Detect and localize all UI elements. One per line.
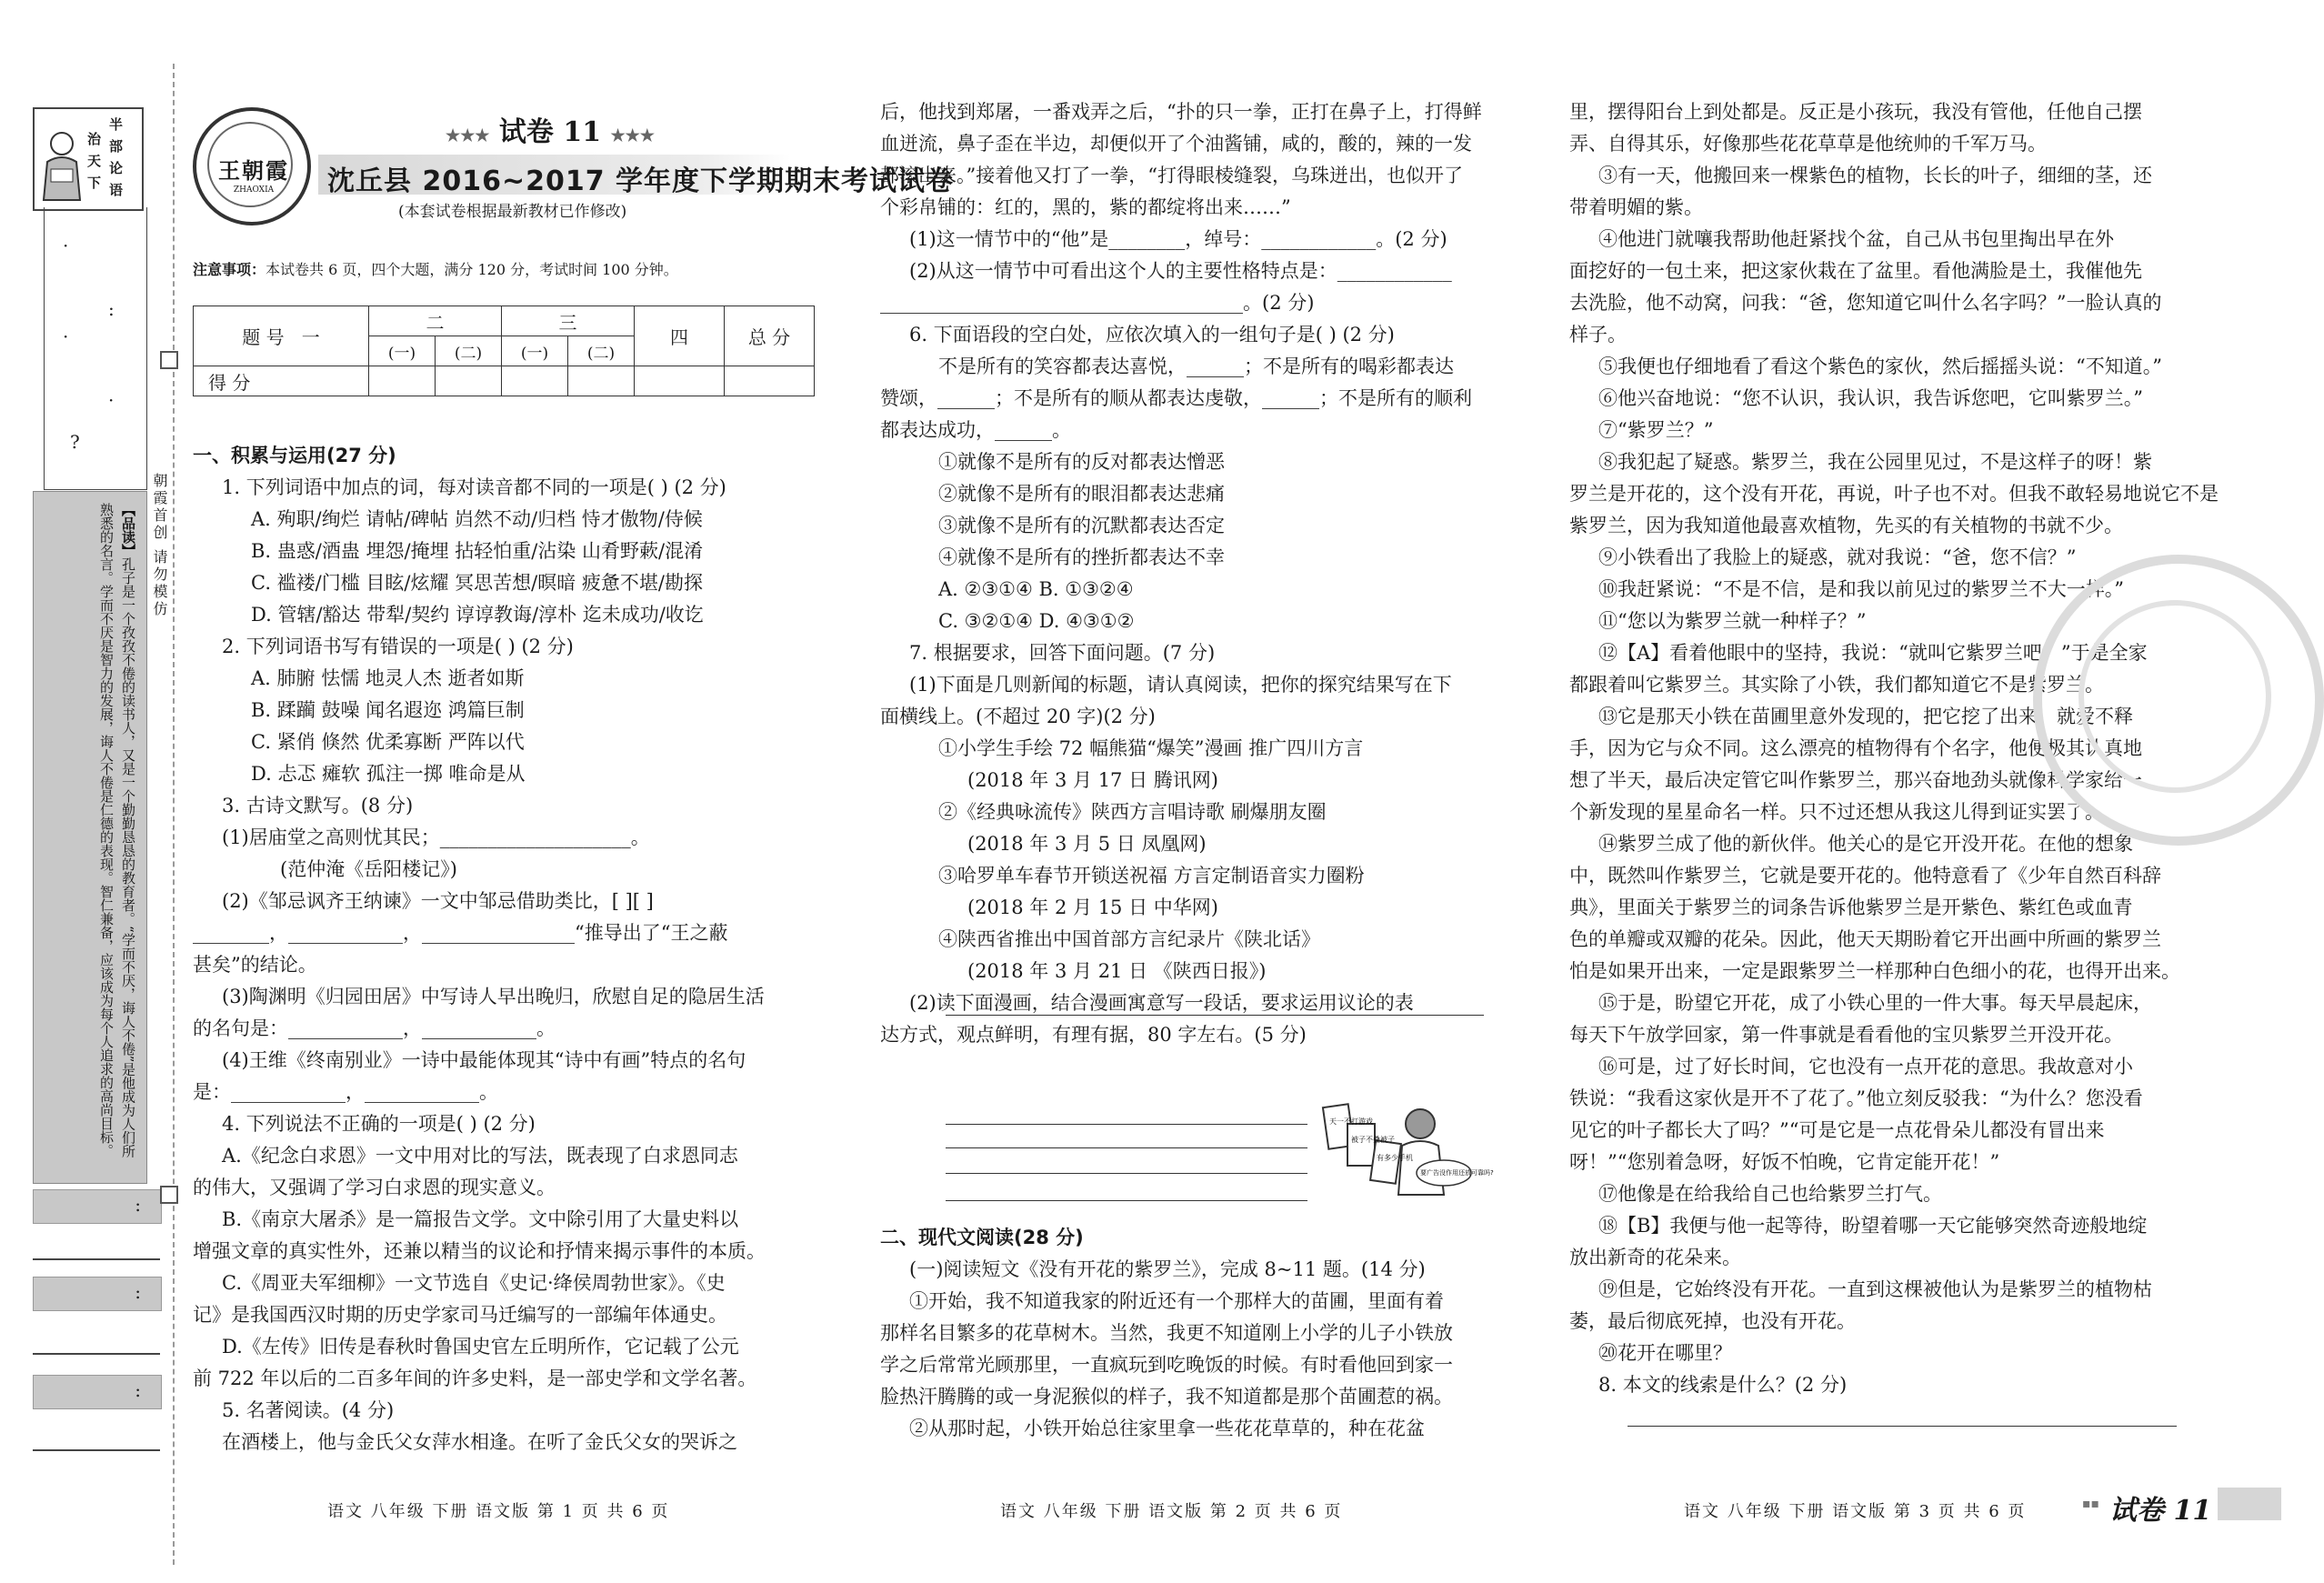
text-line: (范仲淹《岳阳楼记》) [280,858,457,880]
pindu-panel [33,491,147,1184]
text-line: 见它的叶子都长大了吗？”“可是它是一点花骨朵儿都没有冒出来 [1569,1119,2105,1141]
text-line: 每天下午放学回家，第一件事就是看看他的宝贝紫罗兰开没开花。 [1569,1024,2123,1046]
watermark-seal [2033,555,2324,846]
text-line: 带着明媚的紫。 [1569,196,1703,218]
text-line: ④他进门就嚷我帮助他赶紧找个盆，自己从书包里掏出早在外 [1598,228,2114,250]
text-line: ①就像不是所有的反对都表达憎恶 [938,451,1225,473]
tihao-label: 题 号 [242,326,285,348]
answer-line[interactable] [946,1147,1307,1148]
text-line: (2)读下面漫画，结合漫画寓意写一段话，要求运用议论的表 [909,992,1414,1014]
text-line: ⑩我赶紧说：“不是不信，是和我以前见过的紫罗兰不大一样。” [1598,578,2124,600]
cell-defen: 得 分 [194,366,369,396]
text-line: ⑲但是，它始终没有开花。一直到这棵被他认为是紫罗兰的植物枯 [1598,1278,2152,1300]
exam-title: 沈丘县 2016~2017 学年度下学期期末考试试卷 [327,165,955,197]
answer-line[interactable] [946,1124,1307,1125]
motto-box [33,107,144,211]
cartoon-bubble: 要广告没作用还放可靠吗? [1420,1169,1494,1177]
score-input[interactable] [725,366,815,396]
badge-text: 试卷 11 [2109,1495,2212,1527]
field-line [33,1449,160,1451]
binding-dot: : [108,298,115,320]
paper-number [446,109,655,149]
class-field[interactable] [33,1277,162,1311]
name-field[interactable] [33,1189,162,1224]
footer-page-2: 语文 八年级 下册 语文版 第 2 页 共 6 页 [1000,1502,1343,1521]
text-line: ⑪“您以为紫罗兰就一种样子？” [1598,610,1867,632]
text-line: 增强文章的真实性外，还兼以精当的议论和抒情来揭示事件的本质。 [193,1240,766,1262]
text-line: 那样名目繁多的花草树木。当然，我更不知道刚上小学的儿子小铁放 [880,1322,1453,1344]
field-line [33,1353,160,1355]
score-input[interactable] [635,366,725,396]
text-line: ________，____________，________________“推导出了“王之蔽 [193,922,728,944]
text-line: 个彩帛铺的：红的，黑的，紫的都绽将出来……” [880,196,1291,218]
motto-char-7: 下 [87,175,102,191]
paper-no-text: 试卷 11 [498,116,602,148]
text-line: 面横线上。(不超过 20 字)(2 分) [880,706,1156,727]
text-line: A. ②③①④ B. ①③②④ [938,578,1134,600]
text-line: 放出新奇的花朵来。 [1569,1247,1741,1268]
text-line: A. 肺腑 怯懦 地灵人杰 逝者如斯 [251,667,525,689]
text-line: 都跟着叫它紫罗兰。其实除了小铁，我们都知道它不是紫罗兰。 [1569,674,2104,696]
text-line: (2018 年 2 月 15 日 中华网) [967,897,1218,918]
text-line: ④就像不是所有的挫折都表达不幸 [938,546,1225,568]
motto-char-6: 天 [87,153,102,169]
cell-sub: (一) [369,336,436,366]
binding-box [44,207,147,490]
binding-dot: · [63,326,69,347]
text-line: ③哈罗单车春节开锁送祝福 方言定制语音实力圈粉 [938,865,1365,887]
cell-tihao [194,306,369,366]
text-line: ①小学生手绘 72 幅熊猫“爆笑”漫画 推广四川方言 [938,737,1364,759]
text-line: ③就像不是所有的沉默都表达否定 [938,515,1225,536]
text-line: ⑳花开在哪里？ [1598,1342,1732,1364]
yi-label: 一 [301,326,320,348]
cut-line-left [173,64,175,1565]
text-line: 都滚出来。”接着他又打了一拳，“打得眼棱缝裂，乌珠迸出，也似开了 [880,165,1463,186]
text-line: A.《纪念白求恩》一文中用对比的写法，既表现了白求恩同志 [222,1145,738,1167]
text-line: ⑭紫罗兰成了他的新伙伴。他关心的是它开没开花。在他的想象 [1598,833,2133,855]
stars-left: ★★★ [446,126,490,145]
text-line: 二、现代文阅读(28 分) [880,1227,1084,1248]
school-field[interactable] [33,1375,162,1409]
field-line [33,1258,160,1260]
motto-char-2: 部 [109,138,124,155]
logo-ring [207,122,293,207]
text-line: (一)阅读短文《没有开花的紫罗兰》，完成 8~11 题。(14 分) [909,1258,1426,1280]
field-colon: : [135,1194,141,1216]
text-line: ④陕西省推出中国首部方言纪录片《陕北话》 [938,928,1320,950]
binding-dot: · [63,235,69,256]
text-line: ②从那时起，小铁开始总往家里拿一些花花草草的，种在花盆 [909,1418,1425,1439]
text-line: 不是所有的笑容都表达喜悦，______；不是所有的喝彩都表达 [938,356,1454,377]
cell-er: 二 [369,306,502,336]
text-line: ⑫【A】看着他眼中的坚持，我说：“就叫它紫罗兰吧！”于是全家 [1598,642,2148,664]
answer-line[interactable] [946,1015,1484,1016]
text-line: (4)王维《终南别业》一诗中最能体现其“诗中有画”特点的名句 [222,1049,746,1071]
field-colon: : [135,1379,141,1401]
field-colon: : [135,1281,141,1303]
text-line: C. 褴褛/门槛 目眩/炫耀 冥思苦想/暝暗 疲惫不堪/勘探 [251,572,703,594]
answer-line[interactable] [1628,1426,2177,1427]
text-line: C. 紧俏 倏然 优柔寡断 严阵以代 [251,731,525,753]
text-line: 里，摆得阳台上到处都是。反正是小孩玩，我没有管他，任他自己摆 [1569,101,2142,123]
text-line: (2)从这一情节中可看出这个人的主要性格特点是：____________ [909,260,1452,282]
text-line: 前 722 年以后的二百多年间的许多史料，是一部史学和文学名著。 [193,1368,757,1389]
badge-gray-block [2218,1488,2281,1520]
logo-text: 王朝霞 [218,157,289,184]
text-line: 6. 下面语段的空白处，应依次填入的一组句子是( ) (2 分) [909,324,1395,346]
text-line: ⑨小铁看出了我脸上的疑惑，就对我说：“爸，您不信？” [1598,546,2077,568]
motto-char-3: 论 [109,160,124,176]
text-line: 学之后常常光顾那里，一直疯玩到吃晚饭的时候。有时看他回到家一 [880,1354,1453,1376]
score-input[interactable] [502,366,568,396]
notice-label: 注意事项： [193,261,266,278]
text-line: B.《南京大屠杀》是一篇报告文学。文中除引用了大量史料以 [222,1208,739,1230]
text-line: 7. 根据要求，回答下面问题。(7 分) [909,642,1216,664]
column-2 [880,96,1498,1051]
text-line: (1)下面是几则新闻的标题，请认真阅读，把你的探究结果写在下 [909,674,1452,696]
cartoon-card-2: 被子不叠被子 [1351,1136,1395,1144]
cell-zongfen: 总 分 [725,306,815,366]
answer-line[interactable] [946,1200,1307,1201]
column-2-section [880,1222,1498,1445]
cartoon-illustration [1317,1097,1494,1200]
text-line: 样子。 [1569,324,1627,346]
pindu-title: 【品读】 [120,503,136,557]
text-line: 一、积累与运用(27 分) [193,445,396,466]
text-line: 脸热汗腾腾的或一身泥猴似的样子，我不知道都是那个苗圃惹的祸。 [880,1386,1453,1408]
confucius-illustration [38,127,85,204]
text-line: (1)居庙堂之高则忧其民；____________________。 [222,827,650,848]
text-line: 1. 下列词语中加点的词，每对读音都不同的一项是( ) (2 分) [222,476,726,498]
cell-sub: (二) [568,336,635,366]
pindu-text [95,503,139,1167]
cut-square [160,351,178,369]
text-line: 呀！”“您别着急呀，好饭不怕晚，它肯定能开花！” [1569,1151,2000,1173]
text-line: ②《经典咏流传》陕西方言唱诗歌 刷爆朋友圈 [938,801,1327,823]
text-line: (2018 年 3 月 17 日 腾讯网) [967,769,1218,791]
text-line: 罗兰是开花的，这个没有开花，再说，叶子也不对。但我不敢轻易地说它不是 [1569,483,2219,505]
text-line: ⑮于是，盼望它开花，成了小铁心里的一件大事。每天早晨起床， [1598,992,2152,1014]
text-line: C. ③②①④ D. ④③①② [938,610,1135,632]
text-line: 的伟大，又强调了学习白求恩的现实意义。 [193,1177,556,1198]
text-line: 铁说：“我看这家伙是开不了花了。”他立刻反驳我：“为什么？您没看 [1569,1087,2143,1109]
text-line: 赞颂，______；不是所有的顺从都表达虔敬，______；不是所有的顺利 [880,387,1472,409]
text-line: 在酒楼上，他与金氏父女萍水相逢。在听了金氏父女的哭诉之 [222,1431,737,1453]
text-line: 手，因为它与众不同。这么漂亮的植物得有个名字，他便极其认真地 [1569,737,2142,759]
text-line: ②就像不是所有的眼泪都表达悲痛 [938,483,1225,505]
text-line: ⑤我便也仔细地看了看这个紫色的家伙，然后摇摇头说：“不知道。” [1598,356,2162,377]
cell-sub: (二) [436,336,502,366]
text-line: (3)陶渊明《归园田居》中写诗人早出晚归，欣慰自足的隐居生活 [222,986,765,1007]
cut-square [160,1186,178,1204]
stars-right: ★★★ [610,126,655,145]
text-line: 记》是我国西汉时期的历史学家司马迁编写的一部编年体通史。 [193,1304,727,1326]
binding-dot: ? [70,431,80,453]
text-line: ⑥他兴奋地说：“您不认识，我认识，我告诉您吧，它叫紫罗兰。” [1598,387,2143,409]
exam-subtitle: (本套试卷根据最新教材已作修改) [398,203,627,221]
text-line: ⑦“紫罗兰？” [1598,419,1714,441]
text-line: 去洗脸，他不动窝，问我：“爸，您知道它叫什么名字吗？”一脸认真的 [1569,292,2162,314]
cell-sub: (一) [502,336,568,366]
notice [193,258,678,279]
footer-page-3: 语文 八年级 下册 语文版 第 3 页 共 6 页 [1684,1502,2027,1521]
text-line: 典》，里面关于紫罗兰的词条告诉他紫罗兰是开紫色、紫红色或血青 [1569,897,2133,918]
text-line: D.《左传》旧传是春秋时鲁国史官左丘明所作，它记载了公元 [222,1336,739,1358]
text-line: 色的单瓣或双瓣的花朵。因此，他天天期盼着它开出画中所画的紫罗兰 [1569,928,2161,950]
text-line: 2. 下列词语书写有错误的一项是( ) (2 分) [222,636,574,657]
column-1 [193,440,793,1458]
watermark-ring [2079,600,2271,793]
text-line: 甚矣”的结论。 [193,954,317,976]
text-line: 怕是如果开出来，一定是跟紫罗兰一样那种白色细小的花，也得开出来。 [1569,960,2180,982]
motto-char-4: 语 [109,182,124,198]
text-line: 中，既然叫作紫罗兰，它就是要开花的。他特意看了《少年自然百科辞 [1569,865,2161,887]
notice-text: 本试卷共 6 页，四个大题，满分 120 分，考试时间 100 分钟。 [265,261,678,278]
text-line: ①开始，我不知道我家的附近还有一个那样大的苗圃，里面有着 [909,1290,1444,1312]
text-line: D. 忐忑 瘫软 孤注一掷 唯命是从 [251,763,526,785]
score-input[interactable] [369,366,436,396]
text-line: 萎，最后彻底死掉，也没有开花。 [1569,1310,1856,1332]
text-line: 是：____________，____________。 [193,1081,498,1103]
text-line: A. 殉职/绚烂 请帖/碑帖 岿然不动/归档 恃才傲物/侍候 [251,508,703,530]
text-line: B. 蛊惑/酒蛊 埋怨/掩埋 拈轻怕重/沾染 山肴野蔌/混淆 [251,540,704,562]
answer-line[interactable] [946,1173,1307,1174]
text-line: C.《周亚夫军细柳》一文节选自《史记·绛侯周勃世家》。《史 [222,1272,726,1294]
pindu-body: 孔子是一个孜孜不倦的读书人，又是一个勤勤恳恳的教育者。“学而不厌，诲人不倦”是他成为人们所熟悉的名言。学而不厌是智力的发展，诲人不倦是仁德的表现。智仁兼备，应该成为每个人追求的高尚目标。 [98,503,136,1158]
text-line: ⑱【B】我便与他一起等待，盼望着哪一天它能够突然奇迹般地绽 [1598,1215,2148,1237]
text-line: 3. 古诗文默写。(8 分) [222,795,414,817]
text-line: (1)这一情节中的“他”是________，绰号：____________。(2 分) [909,228,1447,250]
binding-dot: · [108,389,115,411]
text-line: 5. 名著阅读。(4 分) [222,1399,395,1421]
score-input[interactable] [568,366,635,396]
text-line: 个新发现的星星命名一样。只不过还想从我这儿得到证实罢了。 [1569,801,2104,823]
text-line: 都表达成功，______。 [880,419,1071,441]
logo [193,107,311,225]
text-line: 后，他找到郑屠，一番戏弄之后，“扑的只一拳，正打在鼻子上，打得鲜 [880,101,1482,123]
text-line: ______________________________________。(2 分) [880,292,1315,314]
score-input[interactable] [436,366,502,396]
text-line: ⑬它是那天小铁在苗圃里意外发现的，把它挖了出来，就爱不释 [1598,706,2133,727]
cartoon-card-1: 天一不打游戏 [1329,1117,1373,1126]
text-line: 面挖好的一包土来，把这家伙栽在了盆里。看他满脸是土，我催他先 [1569,260,2142,282]
text-line: 4. 下列说法不正确的一项是( ) (2 分) [222,1113,536,1135]
motto-char-5: 治 [87,131,102,147]
score-table [193,306,815,396]
text-line: 的名句是：____________，____________。 [193,1017,556,1039]
text-line: 弄、自得其乐，好像那些花花草草是他统帅的千军万马。 [1569,133,2047,155]
side-caption: 朝霞首创 请勿模仿 [151,473,168,619]
text-line: D. 管辖/豁达 带犁/契约 谆谆教诲/淳朴 迄未成功/收讫 [251,604,704,626]
text-line: ⑰他像是在给我给自己也给紫罗兰打气。 [1598,1183,1942,1205]
cartoon-card-3: 有多少手机 [1377,1154,1413,1162]
text-line: ⑯可是，过了好长时间，它也没有一点开花的意思。我故意对小 [1598,1056,2133,1077]
text-line: (2018 年 3 月 21 日 《陕西日报》) [967,960,1267,982]
text-line: ③有一天，他搬回来一棵紫色的植物，长长的叶子，细细的茎，还 [1598,165,2152,186]
text-line: ⑧我犯起了疑惑。紫罗兰，我在公园里见过，不是这样子的呀！紫 [1598,451,2152,473]
text-line: 想了半天，最后决定管它叫作紫罗兰，那兴奋地劲头就像科学家给一 [1569,769,2142,791]
text-line: 8. 本文的线索是什么？(2 分) [1598,1374,1848,1396]
text-line: 血迸流，鼻子歪在半边，却便似开了个油酱铺，咸的，酸的，辣的一发 [880,133,1472,155]
footer-page-1: 语文 八年级 下册 语文版 第 1 页 共 6 页 [327,1502,670,1521]
text-line: B. 蹂躏 鼓噪 闻名遐迩 鸿篇巨制 [251,699,525,721]
text-line: 紫罗兰，因为我知道他最喜欢植物，先买的有关植物的书就不少。 [1569,515,2123,536]
badge-dots: ▪▪ [2082,1497,2099,1511]
cell-san: 三 [502,306,635,336]
logo-sub: ZHAOXIA [233,185,275,195]
text-line: (2)《邹忌讽齐王纳谏》一文中邹忌借助类比，[ ][ ] [222,890,654,912]
motto-char-1: 半 [109,116,124,133]
cell-si: 四 [635,306,725,366]
text-line: (2018 年 3 月 5 日 凤凰网) [967,833,1207,855]
text-line: 达方式，观点鲜明，有理有据，80 字左右。(5 分) [880,1024,1307,1046]
